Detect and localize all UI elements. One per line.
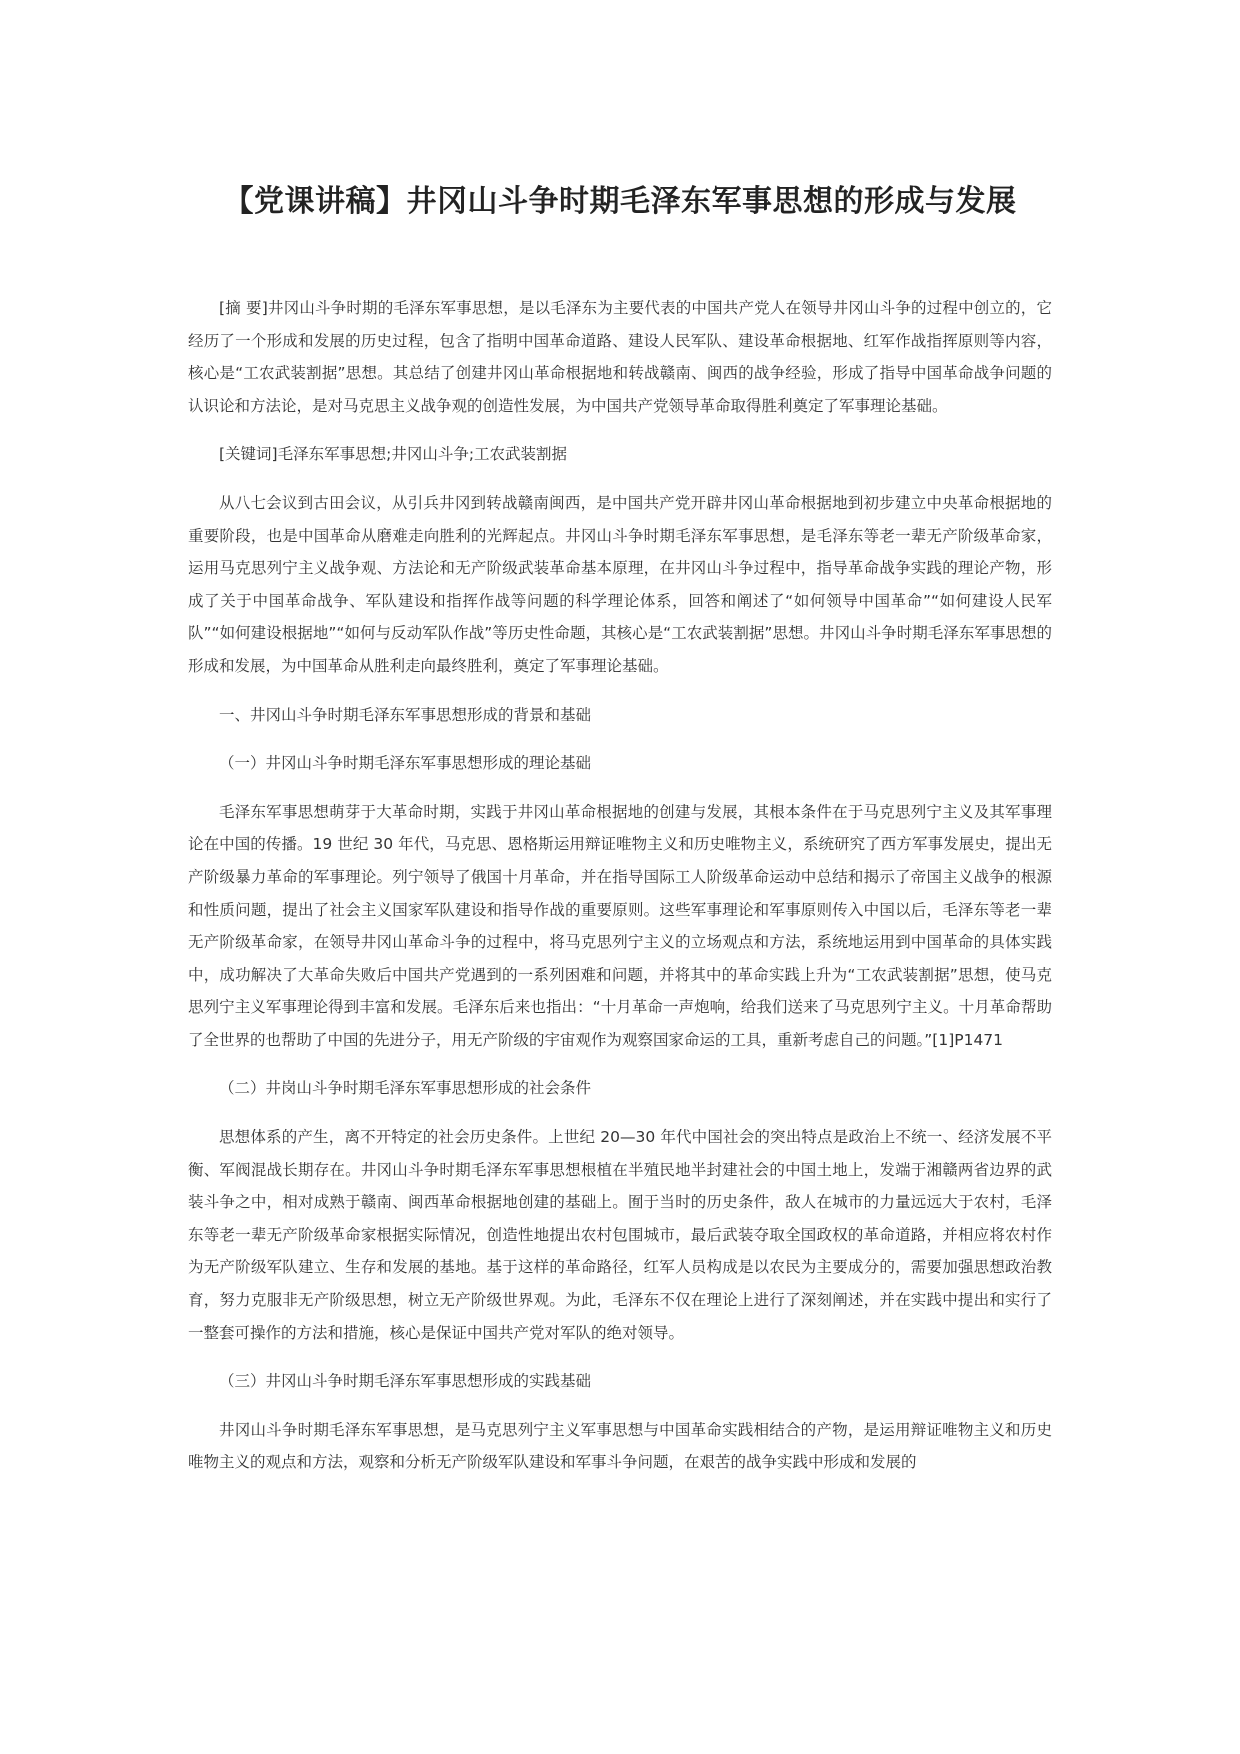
subsection-heading-2: （二）井岗山斗争时期毛泽东军事思想形成的社会条件 [219, 1079, 592, 1098]
document-body [188, 292, 1052, 1480]
keywords-paragraph: [关键词]毛泽东军事思想;井冈山斗争;工农武装割据 [219, 445, 568, 464]
section-heading-1: 一、井冈山斗争时期毛泽东军事思想形成的背景和基础 [219, 705, 592, 724]
subsection-2-paragraph: 思想体系的产生，离不开特定的社会历史条件。上世纪 20—30 年代中国社会的突出特点是政治上不统一、经济发展不平衡、军阀混战长期存在。井冈山斗争时期毛泽东军事思想根植在半殖民地半封建社会的中国土地上，发端于湘赣两省边界的武装斗争之中，相对成熟于赣南、闽西革命根据地创建的基础上。囿于当时的历史条件，敌人在城市的力量远远大于农村，毛泽东等老一辈无产阶级革命家根据实际情况，创造性地提出农村包围城市，最后武装夺取全国政权的革命道路，并相应将农村作为无产阶级军队建立、生存和发展的基地。基于这样的革命路径，红军人员构成是以农民为主要成分的，需要加强思想政治教育，努力克服非无产阶级思想，树立无产阶级世界观。为此，毛泽东不仅在理论上进行了深刻阐述，并在实践中提出和实行了一整套可操作的方法和措施，核心是保证中国共产党对军队的绝对领导。 [188, 1128, 1052, 1342]
subsection-heading-1: （一）井冈山斗争时期毛泽东军事思想形成的理论基础 [219, 754, 592, 773]
abstract-paragraph: [摘 要]井冈山斗争时期的毛泽东军事思想，是以毛泽东为主要代表的中国共产党人在领导井冈山斗争的过程中创立的，它经历了一个形成和发展的历史过程，包含了指明中国革命道路、建设人民军队、建设革命根据地、红军作战指挥原则等内容，核心是“工农武装割据”思想。其总结了创建井冈山革命根据地和转战赣南、闽西的战争经验，形成了指导中国革命战争问题的认识论和方法论，是对马克思主义战争观的创造性发展，为中国共产党领导革命取得胜利奠定了军事理论基础。 [188, 299, 1052, 415]
subsection-1-paragraph: 毛泽东军事思想萌芽于大革命时期，实践于井冈山革命根据地的创建与发展，其根本条件在于马克思列宁主义及其军事理论在中国的传播。19 世纪 30 年代，马克思、恩格斯运用辩证唯物主义和历史唯物主义，系统研究了西方军事发展史，提出无产阶级暴力革命的军事理论。列宁领导了俄国十月革命，并在指导国际工人阶级革命运动中总结和揭示了帝国主义战争的根源和性质问题，提出了社会主义国家军队建设和指导作战的重要原则。这些军事理论和军事原则传入中国以后，毛泽东等老一辈无产阶级革命家，在领导井冈山革命斗争的过程中，将马克思列宁主义的立场观点和方法，系统地运用到中国革命的具体实践中，成功解决了大革命失败后中国共产党遇到的一系列困难和问题，并将其中的革命实践上升为“工农武装割据”思想，使马克思列宁主义军事理论得到丰富和发展。毛泽东后来也指出：“十月革命一声炮响，给我们送来了马克思列宁主义。十月革命帮助了全世界的也帮助了中国的先进分子，用无产阶级的宇宙观作为观察国家命运的工具，重新考虑自己的问题。”[1]P1471 [188, 802, 1052, 1049]
subsection-heading-3: （三）井冈山斗争时期毛泽东军事思想形成的实践基础 [219, 1372, 592, 1391]
subsection-3-paragraph: 井冈山斗争时期毛泽东军事思想，是马克思列宁主义军事思想与中国革命实践相结合的产物，是运用辩证唯物主义和历史唯物主义的观点和方法，观察和分析无产阶级军队建设和军事斗争问题，在艰苦的战争实践中形成和发展的 [188, 1420, 1052, 1472]
intro-paragraph: 从八七会议到古田会议，从引兵井冈到转战赣南闽西，是中国共产党开辟井冈山革命根据地到初步建立中央革命根据地的重要阶段，也是中国革命从磨难走向胜利的光辉起点。井冈山斗争时期毛泽东军事思想，是毛泽东等老一辈无产阶级革命家，运用马克思列宁主义战争观、方法论和无产阶级武装革命基本原理，在井冈山斗争过程中，指导革命战争实践的理论产物，形成了关于中国革命战争、军队建设和指挥作战等问题的科学理论体系，回答和阐述了“如何领导中国革命”“如何建设人民军队”“如何建设根据地”“如何与反动军队作战”等历史性命题，其核心是“工农武装割据”思想。井冈山斗争时期毛泽东军事思想的形成和发展，为中国革命从胜利走向最终胜利，奠定了军事理论基础。 [188, 493, 1052, 675]
document-title: 【党课讲稿】井冈山斗争时期毛泽东军事思想的形成与发展 [223, 184, 1017, 219]
